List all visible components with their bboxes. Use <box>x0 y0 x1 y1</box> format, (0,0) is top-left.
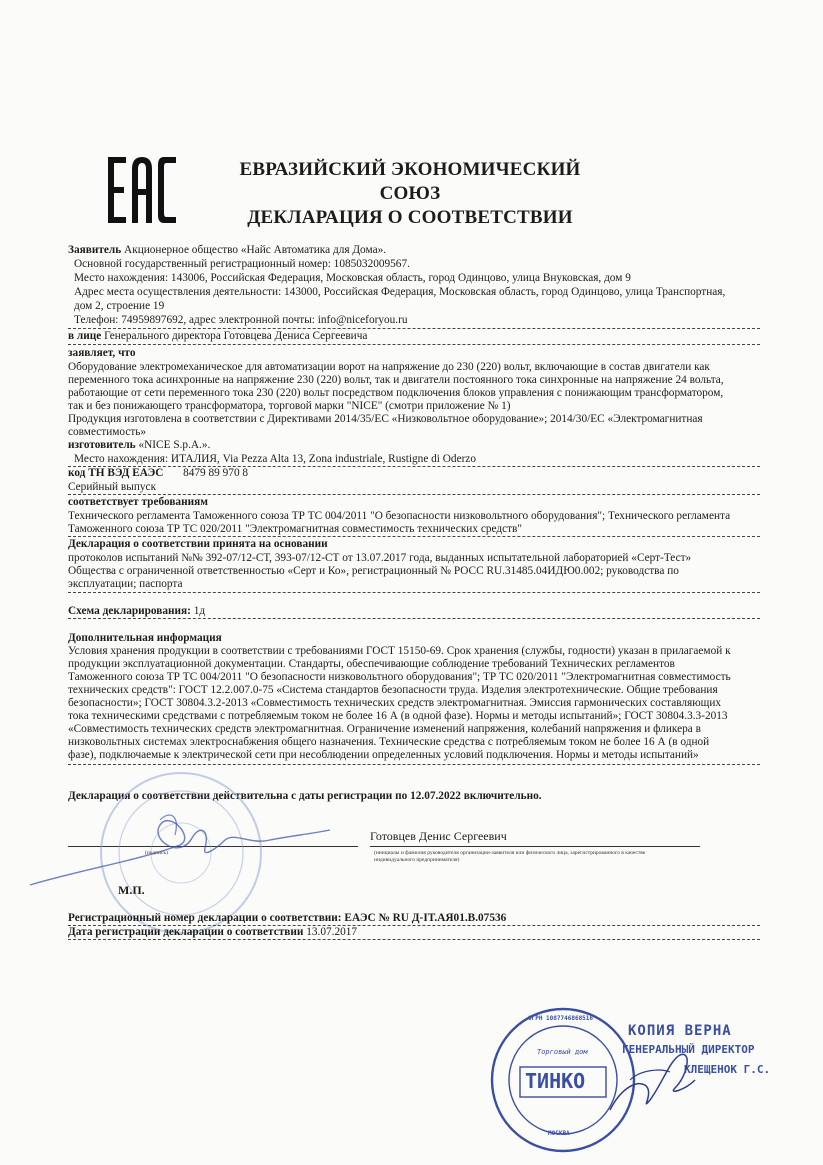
release-type: Серийный выпуск <box>68 481 157 493</box>
document-title <box>215 158 605 230</box>
registration-number-label: Регистрационный номер декларации о соответствии: <box>68 912 342 924</box>
additional-line: продукции эксплуатационной документации. Стандарты, обеспечивающие соблюдение требований Технических регламентов <box>68 658 675 670</box>
declares-label: заявляет, что <box>68 347 136 359</box>
stamp-ogrn: ОГРН 1087746868516 <box>528 1015 594 1022</box>
manufacturer-name: «NICE S.p.A.». <box>138 439 211 451</box>
registration-number-value: ЕАЭС № RU Д-IT.АЯ01.В.07536 <box>344 912 507 924</box>
signature-caption: (подпись) <box>145 850 168 856</box>
declares-line: Продукция изготовлена в соответствии с Директивами 2014/35/ЕС «Низковольтное оборудование»; 2014/30/ЕС «Электромагнитная <box>68 413 703 425</box>
applicant-label: Заявитель <box>68 244 122 256</box>
validity-statement: Декларация о соответствии действительна с даты регистрации по 12.07.2022 включительно. <box>68 790 542 802</box>
applicant-activity-address: Адрес места осуществления деятельности: 143000, Российская Федерация, Московская область, город Одинцово, улица Транспортная, <box>74 286 726 298</box>
divider <box>68 344 760 345</box>
stamp-brand-small: Торговый дом <box>537 1048 588 1056</box>
additional-line: Условия хранения продукции в соответствии с требованиями ГОСТ 15150-69. Срок хранения (службы, годности) указан в прилагаемой к <box>68 645 731 657</box>
additional-text <box>68 645 763 762</box>
declares-line: совместимость» <box>68 426 147 438</box>
conforms-label: соответствует требованиям <box>68 496 208 508</box>
additional-label: Дополнительная информация <box>68 632 222 644</box>
scheme-line <box>68 605 205 618</box>
registration-number-line <box>68 912 506 925</box>
eac-logo <box>106 155 178 225</box>
representative-value: Генерального директора Готовцева Дениса Сергеевича <box>104 330 368 342</box>
scheme-value: 1д <box>193 605 206 617</box>
declares-line: работающие от сети переменного тока 230 (220) вольт посредством подключения блоков управления с понижающим трансформатором, <box>68 387 724 399</box>
basis-line: эксплуатации; паспорта <box>68 578 183 590</box>
divider <box>68 939 760 940</box>
basis-text <box>68 552 763 591</box>
applicant-line <box>68 244 386 257</box>
divider <box>68 764 760 765</box>
additional-line: фазе), подключаемые к электрической сети при несоблюдении определенных условий подключения. Нормы и методы испытаний» <box>68 749 699 761</box>
basis-line: протоколов испытаний №№ 392-07/12-СТ, 393-07/12-СТ от 13.07.2017 года, выданных испытательной лабораторией «Серт-Тест» <box>68 552 692 564</box>
manufacturer-label: изготовитель <box>68 439 136 451</box>
divider <box>68 618 760 619</box>
title-line-2: СОЮЗ <box>379 183 441 204</box>
signatory-name: Готовцев Денис Сергеевич <box>370 829 507 843</box>
additional-line: тока техническими средствами с потребляемым током не более 16 А (в одной фазе). Нормы и методы испытаний»; ГОСТ 30804.3.3-2013 <box>68 710 728 722</box>
declares-line: переменного тока асинхронные на напряжение 230 (220) вольт, так и двигатели постоянного тока синхронные на напряжение 24 вольта, <box>68 374 724 386</box>
tnved-line <box>68 467 248 480</box>
applicant-ogrn: Основной государственный регистрационный номер: 1085032009567. <box>74 258 410 270</box>
manufacturer-address: Место нахождения: ИТАЛИЯ, Via Pezza Alta 13, Zona industriale, Rustigne di Oderzo <box>74 453 477 465</box>
additional-line: низковольтных системах электроснабжения общего назначения. Технические средства с потребляемым током не более 16 А (в одной <box>68 736 710 748</box>
conforms-line: Технического регламента Таможенного союза ТР ТС 004/2011 "О безопасности низковольтного оборудования"; Технического регламента <box>68 510 731 522</box>
tnved-label: код ТН ВЭД ЕАЭС <box>68 467 164 479</box>
title-line-1: ЕВРАЗИЙСКИЙ ЭКОНОМИЧЕСКИЙ <box>239 159 581 180</box>
declares-text <box>68 361 763 439</box>
applicant-address: Место нахождения: 143006, Российская Федерация, Московская область, город Одинцово, улица Внуковская, дом 9 <box>74 272 631 284</box>
applicant-contacts: Телефон: 74959897692, адрес электронной почты: info@niceforyou.ru <box>74 314 408 326</box>
divider <box>68 494 760 495</box>
additional-line: «Совместимость технических средств электромагнитная. Ограничение изменений напряжения, колебаний напряжения и фликера в <box>68 723 701 735</box>
copy-stamp-line-1: КОПИЯ ВЕРНА <box>628 1023 732 1039</box>
representative-line <box>68 330 367 343</box>
representative-label: в лице <box>68 330 102 342</box>
scheme-label: Схема декларирования: <box>68 605 191 617</box>
divider <box>68 328 760 329</box>
copy-stamp-line-3: КЛЕЩЕНОК Г.С. <box>684 1063 771 1076</box>
name-caption-1: (инициалы и фамилия руководителя организации-заявителя или физического лица, зарегистрированного в качестве <box>374 850 646 856</box>
divider <box>68 536 760 537</box>
registration-date-value: 13.07.2017 <box>306 926 358 938</box>
declares-line: так и без понижающего трансформатора, торговой марки "NICE" (смотри приложение № 1) <box>68 400 511 412</box>
basis-line: Общества с ограниченной ответственностью «Серт и Ко», регистрационный № РОСС RU.31485.04ИДЮ0.002; руководства по <box>68 565 679 577</box>
applicant-name: Акционерное общество «Найс Автоматика для Дома». <box>124 244 387 256</box>
basis-label: Декларация о соответствии принята на основании <box>68 538 328 550</box>
stamp-brand: ТИНКО <box>525 1069 586 1093</box>
applicant-activity-address-cont: дом 2, строение 19 <box>74 300 165 312</box>
copy-signature <box>600 1040 710 1120</box>
name-caption-2: индивидуального предпринимателя) <box>374 857 460 863</box>
additional-line: Таможенного союза ТР ТС 004/2011 "О безопасности низковольтного оборудования"; ТР ТС 020/2011 "Электромагнитная совместимость <box>68 671 731 683</box>
declares-line: Оборудование электромеханическое для автоматизации ворот на напряжение до 230 (220) вольт, включающие в состав двигатели как <box>68 361 710 373</box>
copy-stamp-line-2: ГЕНЕРАЛЬНЫЙ ДИРЕКТОР <box>622 1043 755 1056</box>
applicant-signature <box>20 790 340 900</box>
divider <box>68 592 760 593</box>
name-line <box>370 846 700 847</box>
tnved-value: 8479 89 970 8 <box>183 467 249 479</box>
conforms-line: Таможенного союза ТР ТС 020/2011 "Электромагнитная совместимость технических средств" <box>68 523 522 535</box>
title-line-3: ДЕКЛАРАЦИЯ О СООТВЕТСТВИИ <box>247 207 573 228</box>
seal-label: М.П. <box>118 883 145 897</box>
registration-date-line <box>68 926 357 939</box>
additional-line: технических средств": ГОСТ 12.2.007.0-75 «Система стандартов безопасности труда. Изделия электротехнические. Общие требования <box>68 684 718 696</box>
conforms-text <box>68 510 763 536</box>
additional-line: безопасности»; ГОСТ 30804.3.2-2013 «Совместимость технических средств электромагнитная. Эмиссия гармонических составляющих <box>68 697 722 709</box>
manufacturer-line <box>68 439 210 452</box>
stamp-city: МОСКВА <box>548 1130 570 1137</box>
registration-date-label: Дата регистрации декларации о соответствии <box>68 926 304 938</box>
